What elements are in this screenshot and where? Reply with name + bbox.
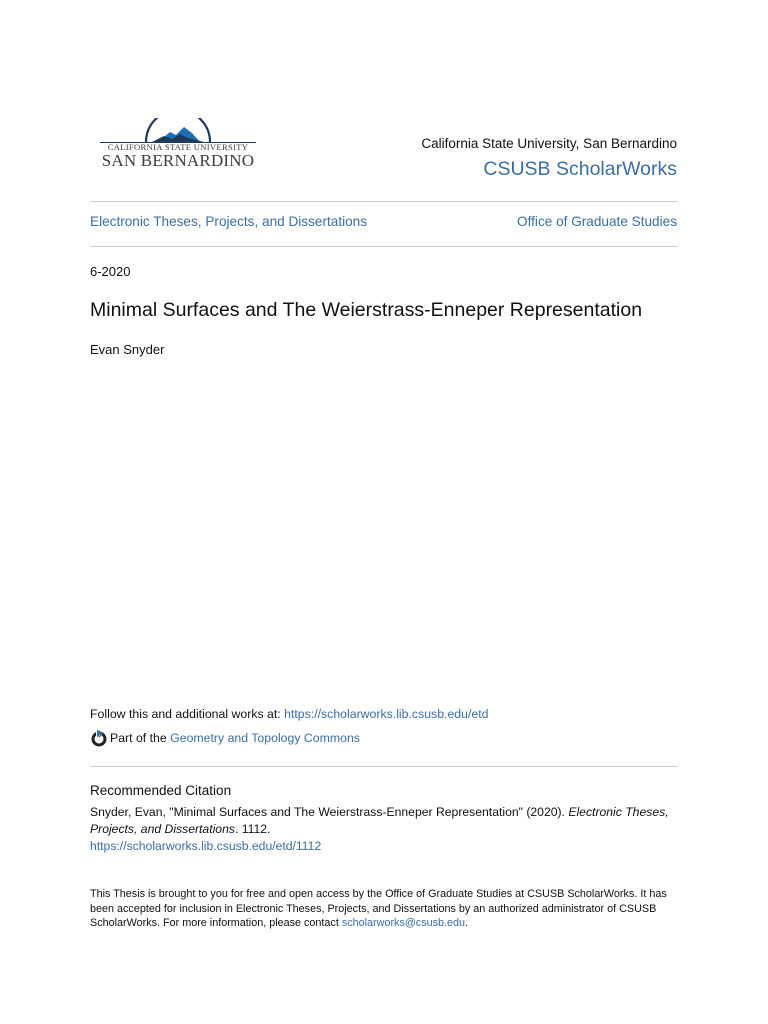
document-title: Minimal Surfaces and The Weierstrass-Enneper Representation [90,299,643,321]
part-of-prefix: Part of the [110,731,167,745]
logo-text-line2: SAN BERNARDINO [101,151,255,170]
mountain-logo-icon [100,118,256,144]
office-link[interactable]: Office of Graduate Studies [517,214,677,229]
author-name: Evan Snyder [90,342,165,357]
contact-email-link[interactable]: scholarworks@csusb.edu [341,917,466,929]
citation-text: Snyder, Evan, "Minimal Surfaces and The Weierstrass-Enneper Representation" (2020). [90,805,569,819]
access-notice-end: . [465,917,469,929]
citation-number: . 1112. [234,822,271,836]
follow-link[interactable]: https://scholarworks.lib.csusb.edu/etd [284,707,489,721]
commons-link[interactable]: Geometry and Topology Commons [170,731,360,745]
publication-date: 6-2020 [90,264,131,279]
divider-top [90,201,678,202]
citation-heading: Recommended Citation [90,783,232,798]
logo-text-line1: CALIFORNIA STATE UNIVERSITY [107,142,249,152]
citation-block [90,804,680,855]
divider-citation [90,766,678,767]
institution-name: California State University, San Bernardino [421,136,677,151]
citation-link[interactable]: https://scholarworks.lib.csusb.edu/etd/1112 [90,839,322,853]
follow-line [90,707,489,721]
bepress-commons-icon [90,729,108,747]
part-of-line [90,729,360,747]
citation-series: Electronic Theses, Projects, and Dissertations [90,805,669,836]
repository-link[interactable]: CSUSB ScholarWorks [483,158,677,180]
university-logo [100,118,256,174]
divider-nav [90,246,678,247]
access-notice-text: This Thesis is brought to you for free and open access by the Office of Graduate Studies at CSUSB ScholarWorks. It has been accepted for inclusion in Electronic Theses, Projects, and Dissertations by an authorized administrator of CSUSB ScholarWorks. For more information, please contact [90,888,667,929]
collection-link[interactable]: Electronic Theses, Projects, and Dissertations [90,214,368,229]
follow-prefix: Follow this and additional works at: [90,707,285,721]
access-notice [90,887,680,931]
